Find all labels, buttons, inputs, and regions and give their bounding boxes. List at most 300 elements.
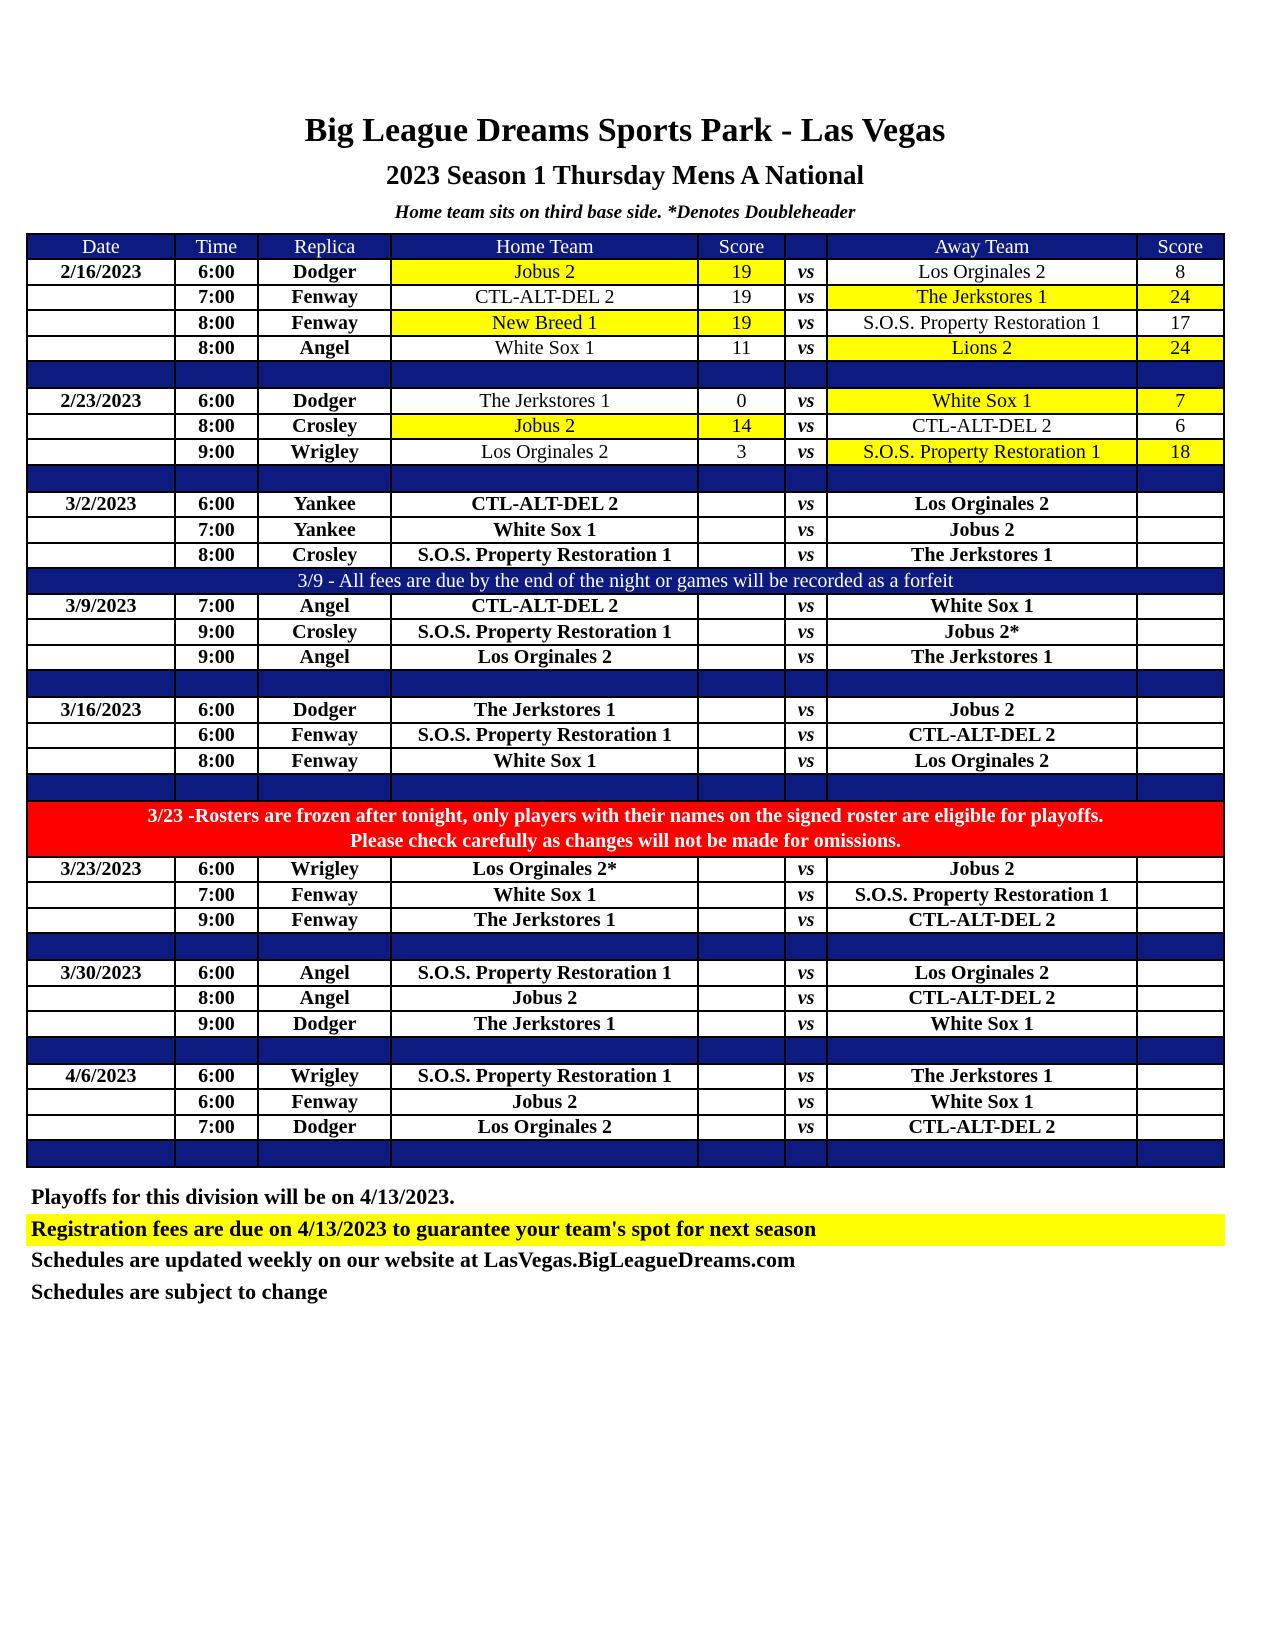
game-row <box>27 517 1224 543</box>
spacer-cell <box>1137 1140 1224 1167</box>
game-field: Dodger <box>258 697 391 723</box>
away-score: 6 <box>1137 414 1224 440</box>
spacer-cell <box>698 774 784 801</box>
home-team: The Jerkstores 1 <box>391 697 698 723</box>
away-score: 18 <box>1137 439 1224 465</box>
header-home-team: Home Team <box>391 234 698 259</box>
game-date <box>27 1011 175 1037</box>
vs-label: vs <box>785 517 828 543</box>
away-team: Jobus 2* <box>827 619 1136 645</box>
vs-label: vs <box>785 1115 828 1141</box>
game-time: 6:00 <box>175 259 258 285</box>
away-team: CTL-ALT-DEL 2 <box>827 414 1136 440</box>
game-time: 6:00 <box>175 697 258 723</box>
home-team: S.O.S. Property Restoration 1 <box>391 1064 698 1090</box>
game-field: Fenway <box>258 310 391 336</box>
registration-note: Registration fees are due on 4/13/2023 to guarantee your team's spot for next season <box>26 1214 1225 1246</box>
game-time: 6:00 <box>175 1089 258 1115</box>
spacer-cell <box>785 465 828 492</box>
game-date <box>27 882 175 908</box>
fee-notice: 3/9 - All fees are due by the end of the night or games will be recorded as a forfeit <box>27 568 1224 594</box>
game-time: 8:00 <box>175 310 258 336</box>
vs-label: vs <box>785 439 828 465</box>
playoffs-note: Playoffs for this division will be on 4/13/2023. <box>31 1184 455 1209</box>
game-date: 3/16/2023 <box>27 697 175 723</box>
home-team: Los Orginales 2 <box>391 1115 698 1141</box>
home-score <box>698 645 784 671</box>
game-row <box>27 594 1224 620</box>
game-row <box>27 543 1224 569</box>
game-time: 8:00 <box>175 414 258 440</box>
away-score <box>1137 748 1224 774</box>
spacer-cell <box>827 774 1136 801</box>
game-field: Yankee <box>258 492 391 518</box>
spacer-cell <box>698 670 784 697</box>
spacer-cell <box>27 465 175 492</box>
game-field: Crosley <box>258 543 391 569</box>
schedule-body <box>27 259 1224 1167</box>
game-row <box>27 882 1224 908</box>
home-team: The Jerkstores 1 <box>391 1011 698 1037</box>
vs-label: vs <box>785 882 828 908</box>
spacer-cell <box>27 774 175 801</box>
vs-label: vs <box>785 960 828 986</box>
home-team: CTL-ALT-DEL 2 <box>391 492 698 518</box>
game-field: Dodger <box>258 259 391 285</box>
home-score <box>698 986 784 1012</box>
home-team: S.O.S. Property Restoration 1 <box>391 543 698 569</box>
away-score <box>1137 723 1224 749</box>
game-time: 7:00 <box>175 594 258 620</box>
away-score: 7 <box>1137 388 1224 414</box>
spacer-row <box>27 1037 1224 1064</box>
away-team: Los Orginales 2 <box>827 748 1136 774</box>
home-team: CTL-ALT-DEL 2 <box>391 594 698 620</box>
away-team: Los Orginales 2 <box>827 492 1136 518</box>
spacer-cell <box>827 1140 1136 1167</box>
vs-label: vs <box>785 619 828 645</box>
game-field: Crosley <box>258 414 391 440</box>
game-field: Wrigley <box>258 1064 391 1090</box>
away-team: White Sox 1 <box>827 1089 1136 1115</box>
away-score <box>1137 857 1224 883</box>
spacer-cell <box>258 670 391 697</box>
spacer-cell <box>1137 933 1224 960</box>
away-score: 17 <box>1137 310 1224 336</box>
game-row <box>27 1064 1224 1090</box>
game-field: Angel <box>258 986 391 1012</box>
header-time: Time <box>175 234 258 259</box>
spacer-cell <box>1137 670 1224 697</box>
game-field: Angel <box>258 960 391 986</box>
header-row <box>27 234 1224 259</box>
game-row <box>27 986 1224 1012</box>
vs-label: vs <box>785 908 828 934</box>
game-row <box>27 645 1224 671</box>
game-field: Dodger <box>258 1011 391 1037</box>
spacer-cell <box>175 1140 258 1167</box>
spacer-row <box>27 465 1224 492</box>
spacer-cell <box>1137 1037 1224 1064</box>
roster-alert-line2: Please check carefully as changes will not be made for omissions. <box>350 829 901 852</box>
vs-label: vs <box>785 285 828 311</box>
home-score: 19 <box>698 259 784 285</box>
home-score <box>698 882 784 908</box>
home-team: Los Orginales 2 <box>391 645 698 671</box>
home-score: 19 <box>698 310 784 336</box>
game-date: 2/16/2023 <box>27 259 175 285</box>
vs-label: vs <box>785 986 828 1012</box>
away-team: White Sox 1 <box>827 388 1136 414</box>
vs-label: vs <box>785 1011 828 1037</box>
schedule-table <box>26 233 1225 1168</box>
home-team: White Sox 1 <box>391 882 698 908</box>
game-field: Fenway <box>258 908 391 934</box>
home-score <box>698 492 784 518</box>
header-date: Date <box>27 234 175 259</box>
game-date: 3/30/2023 <box>27 960 175 986</box>
game-date: 3/9/2023 <box>27 594 175 620</box>
home-score <box>698 723 784 749</box>
spacer-cell <box>785 774 828 801</box>
game-row <box>27 1011 1224 1037</box>
game-time: 9:00 <box>175 439 258 465</box>
spacer-cell <box>27 933 175 960</box>
spacer-cell <box>391 1037 698 1064</box>
away-score <box>1137 645 1224 671</box>
spacer-cell <box>27 361 175 388</box>
home-team: Los Orginales 2 <box>391 439 698 465</box>
roster-alert-line1: 3/23 -Rosters are frozen after tonight, only players with their names on the signed roster are eligible for playoffs. <box>147 804 1104 827</box>
vs-label: vs <box>785 594 828 620</box>
away-score <box>1137 1115 1224 1141</box>
game-row <box>27 310 1224 336</box>
spacer-cell <box>391 361 698 388</box>
game-row <box>27 414 1224 440</box>
spacer-cell <box>391 933 698 960</box>
away-team: Jobus 2 <box>827 697 1136 723</box>
game-date <box>27 1089 175 1115</box>
spacer-cell <box>258 1140 391 1167</box>
home-score <box>698 857 784 883</box>
game-date <box>27 1115 175 1141</box>
spacer-cell <box>827 1037 1136 1064</box>
game-time: 6:00 <box>175 492 258 518</box>
game-field: Dodger <box>258 388 391 414</box>
game-row <box>27 1115 1224 1141</box>
away-team: White Sox 1 <box>827 1011 1136 1037</box>
away-team: The Jerkstores 1 <box>827 543 1136 569</box>
game-field: Yankee <box>258 517 391 543</box>
header-vs <box>785 234 828 259</box>
game-date <box>27 285 175 311</box>
spacer-row <box>27 670 1224 697</box>
spacer-cell <box>258 361 391 388</box>
spacer-cell <box>827 933 1136 960</box>
home-score <box>698 960 784 986</box>
away-score <box>1137 517 1224 543</box>
away-team: CTL-ALT-DEL 2 <box>827 908 1136 934</box>
spacer-cell <box>27 1037 175 1064</box>
game-date <box>27 543 175 569</box>
vs-label: vs <box>785 414 828 440</box>
away-score <box>1137 543 1224 569</box>
spacer-cell <box>27 670 175 697</box>
away-score <box>1137 594 1224 620</box>
away-team: Los Orginales 2 <box>827 960 1136 986</box>
home-score <box>698 594 784 620</box>
spacer-cell <box>258 774 391 801</box>
game-row <box>27 492 1224 518</box>
home-team: New Breed 1 <box>391 310 698 336</box>
game-row <box>27 857 1224 883</box>
spacer-cell <box>698 465 784 492</box>
away-team: CTL-ALT-DEL 2 <box>827 723 1136 749</box>
vs-label: vs <box>785 697 828 723</box>
game-date: 4/6/2023 <box>27 1064 175 1090</box>
away-team: CTL-ALT-DEL 2 <box>827 986 1136 1012</box>
game-row <box>27 960 1224 986</box>
vs-label: vs <box>785 259 828 285</box>
game-field: Fenway <box>258 882 391 908</box>
away-team: Los Orginales 2 <box>827 259 1136 285</box>
away-team: S.O.S. Property Restoration 1 <box>827 310 1136 336</box>
spacer-cell <box>175 670 258 697</box>
game-time: 6:00 <box>175 1064 258 1090</box>
game-time: 8:00 <box>175 748 258 774</box>
game-time: 6:00 <box>175 723 258 749</box>
spacer-cell <box>258 465 391 492</box>
home-score <box>698 908 784 934</box>
away-score: 24 <box>1137 285 1224 311</box>
home-score <box>698 619 784 645</box>
away-team: Jobus 2 <box>827 857 1136 883</box>
home-team: The Jerkstores 1 <box>391 388 698 414</box>
spacer-cell <box>391 465 698 492</box>
game-time: 7:00 <box>175 285 258 311</box>
game-row <box>27 336 1224 362</box>
spacer-cell <box>258 933 391 960</box>
away-team: S.O.S. Property Restoration 1 <box>827 439 1136 465</box>
away-team: S.O.S. Property Restoration 1 <box>827 882 1136 908</box>
spacer-cell <box>27 1140 175 1167</box>
vs-label: vs <box>785 1064 828 1090</box>
spacer-cell <box>175 465 258 492</box>
page-subtitle: 2023 Season 1 Thursday Mens A National <box>385 160 865 190</box>
game-date <box>27 310 175 336</box>
spacer-row <box>27 774 1224 801</box>
spacer-cell <box>175 774 258 801</box>
vs-label: vs <box>785 857 828 883</box>
roster-alert <box>27 801 1224 857</box>
spacer-cell <box>175 361 258 388</box>
game-date <box>27 908 175 934</box>
home-score: 3 <box>698 439 784 465</box>
home-team: White Sox 1 <box>391 336 698 362</box>
away-team: CTL-ALT-DEL 2 <box>827 1115 1136 1141</box>
fee-notice-row <box>27 568 1224 594</box>
spacer-cell <box>827 361 1136 388</box>
page-title: Big League Dreams Sports Park - Las Vegas <box>304 112 946 149</box>
home-score <box>698 517 784 543</box>
spacer-row <box>27 933 1224 960</box>
home-team: S.O.S. Property Restoration 1 <box>391 960 698 986</box>
game-time: 6:00 <box>175 960 258 986</box>
game-field: Dodger <box>258 1115 391 1141</box>
away-score <box>1137 1089 1224 1115</box>
away-score <box>1137 960 1224 986</box>
game-date <box>27 723 175 749</box>
game-time: 8:00 <box>175 336 258 362</box>
game-date <box>27 517 175 543</box>
home-team: Jobus 2 <box>391 259 698 285</box>
spacer-cell <box>698 1140 784 1167</box>
game-row <box>27 439 1224 465</box>
game-time: 8:00 <box>175 986 258 1012</box>
game-time: 6:00 <box>175 857 258 883</box>
game-time: 6:00 <box>175 388 258 414</box>
away-score <box>1137 882 1224 908</box>
game-row <box>27 908 1224 934</box>
spacer-cell <box>785 933 828 960</box>
vs-label: vs <box>785 492 828 518</box>
away-score <box>1137 1064 1224 1090</box>
home-score <box>698 1115 784 1141</box>
spacer-cell <box>827 465 1136 492</box>
vs-label: vs <box>785 748 828 774</box>
game-field: Fenway <box>258 1089 391 1115</box>
game-field: Angel <box>258 336 391 362</box>
game-date <box>27 748 175 774</box>
game-field: Wrigley <box>258 439 391 465</box>
header-away-score: Score <box>1137 234 1224 259</box>
away-score <box>1137 697 1224 723</box>
home-team: The Jerkstores 1 <box>391 908 698 934</box>
spacer-cell <box>175 933 258 960</box>
spacer-cell <box>698 933 784 960</box>
away-score <box>1137 492 1224 518</box>
game-field: Fenway <box>258 723 391 749</box>
website-note: Schedules are updated weekly on our website at LasVegas.BigLeagueDreams.com <box>31 1247 796 1272</box>
away-team: Jobus 2 <box>827 517 1136 543</box>
game-date <box>27 439 175 465</box>
game-field: Crosley <box>258 619 391 645</box>
game-row <box>27 259 1224 285</box>
game-row <box>27 748 1224 774</box>
game-time: 7:00 <box>175 882 258 908</box>
home-score <box>698 1064 784 1090</box>
game-time: 7:00 <box>175 517 258 543</box>
spacer-cell <box>258 1037 391 1064</box>
spacer-cell <box>175 1037 258 1064</box>
home-team: White Sox 1 <box>391 748 698 774</box>
game-row <box>27 1089 1224 1115</box>
vs-label: vs <box>785 543 828 569</box>
spacer-row <box>27 361 1224 388</box>
game-field: Fenway <box>258 748 391 774</box>
spacer-row <box>27 1140 1224 1167</box>
vs-label: vs <box>785 1089 828 1115</box>
game-time: 7:00 <box>175 1115 258 1141</box>
home-score: 14 <box>698 414 784 440</box>
home-score <box>698 697 784 723</box>
home-score <box>698 1089 784 1115</box>
game-time: 9:00 <box>175 908 258 934</box>
game-date <box>27 645 175 671</box>
game-date: 2/23/2023 <box>27 388 175 414</box>
away-score <box>1137 619 1224 645</box>
doubleheader-note: Home team sits on third base side. *Denotes Doubleheader <box>394 202 856 223</box>
home-score: 19 <box>698 285 784 311</box>
vs-label: vs <box>785 388 828 414</box>
away-team: The Jerkstores 1 <box>827 645 1136 671</box>
away-score <box>1137 986 1224 1012</box>
game-time: 9:00 <box>175 645 258 671</box>
vs-label: vs <box>785 310 828 336</box>
home-team: White Sox 1 <box>391 517 698 543</box>
game-row <box>27 697 1224 723</box>
game-date <box>27 986 175 1012</box>
home-team: S.O.S. Property Restoration 1 <box>391 619 698 645</box>
spacer-cell <box>1137 361 1224 388</box>
home-score <box>698 748 784 774</box>
home-team: S.O.S. Property Restoration 1 <box>391 723 698 749</box>
away-team: The Jerkstores 1 <box>827 1064 1136 1090</box>
home-team: CTL-ALT-DEL 2 <box>391 285 698 311</box>
home-team: Jobus 2 <box>391 414 698 440</box>
game-time: 9:00 <box>175 619 258 645</box>
spacer-cell <box>785 670 828 697</box>
spacer-cell <box>785 1140 828 1167</box>
home-team: Jobus 2 <box>391 986 698 1012</box>
spacer-cell <box>391 670 698 697</box>
spacer-cell <box>391 1140 698 1167</box>
spacer-cell <box>698 361 784 388</box>
subject-note: Schedules are subject to change <box>31 1279 328 1304</box>
game-field: Angel <box>258 594 391 620</box>
home-score <box>698 543 784 569</box>
game-date <box>27 619 175 645</box>
away-score <box>1137 908 1224 934</box>
game-row <box>27 619 1224 645</box>
game-date: 3/23/2023 <box>27 857 175 883</box>
game-row <box>27 723 1224 749</box>
home-team: Jobus 2 <box>391 1089 698 1115</box>
away-team: White Sox 1 <box>827 594 1136 620</box>
header-replica: Replica <box>258 234 391 259</box>
game-row <box>27 285 1224 311</box>
game-field: Angel <box>258 645 391 671</box>
away-score: 8 <box>1137 259 1224 285</box>
home-team: Los Orginales 2* <box>391 857 698 883</box>
spacer-cell <box>1137 465 1224 492</box>
game-time: 8:00 <box>175 543 258 569</box>
spacer-cell <box>827 670 1136 697</box>
game-date: 3/2/2023 <box>27 492 175 518</box>
game-time: 9:00 <box>175 1011 258 1037</box>
game-date <box>27 336 175 362</box>
home-score: 0 <box>698 388 784 414</box>
spacer-cell <box>698 1037 784 1064</box>
home-score <box>698 1011 784 1037</box>
game-row <box>27 388 1224 414</box>
game-field: Wrigley <box>258 857 391 883</box>
away-score <box>1137 1011 1224 1037</box>
away-team: Lions 2 <box>827 336 1136 362</box>
header-away-team: Away Team <box>827 234 1136 259</box>
vs-label: vs <box>785 645 828 671</box>
away-team: The Jerkstores 1 <box>827 285 1136 311</box>
